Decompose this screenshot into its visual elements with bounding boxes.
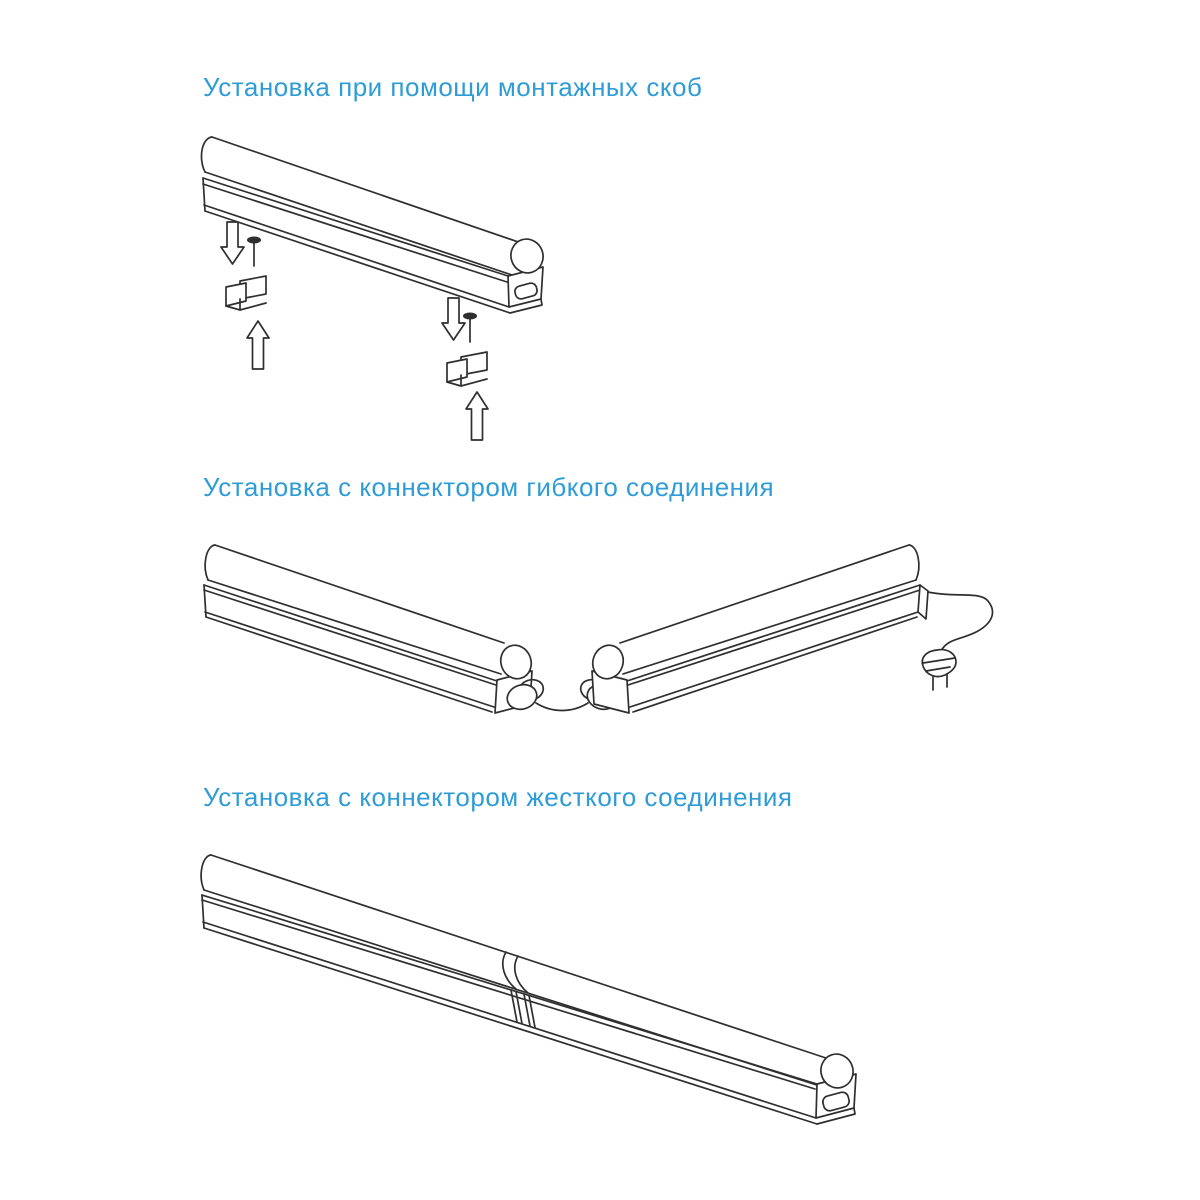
diagram-mounting-clips [185,120,585,450]
section-heading-flexible-connector: Установка с коннектором гибкого соединения [203,472,775,502]
arrow-up-icon [466,392,488,440]
arrow-down-icon [442,298,465,340]
led-batten-right [588,545,928,713]
mounting-clip-icon [447,352,487,386]
screw-icon [247,237,261,267]
power-plug-icon [922,650,956,690]
mounting-clip-icon [226,276,266,310]
diagram-rigid-connector [195,840,875,1170]
end-face [918,585,928,619]
clip-group-right [442,298,488,440]
arrow-down-icon [221,222,244,264]
led-batten-left [204,545,536,713]
diagram-flexible-connector [190,535,1010,725]
power-cord-and-plug [922,592,992,690]
power-cord [928,592,993,655]
flex-connector-wire [536,703,588,711]
led-batten-fixture [201,137,547,313]
arrow-up-icon [247,321,269,369]
section-heading-mounting-clips: Установка при помощи монтажных скоб [203,72,703,102]
led-batten-joined [201,855,857,1124]
section-heading-rigid-connector: Установка с коннектором жесткого соединения [203,782,793,812]
screw-icon [463,313,477,343]
clip-group-left [221,222,269,369]
